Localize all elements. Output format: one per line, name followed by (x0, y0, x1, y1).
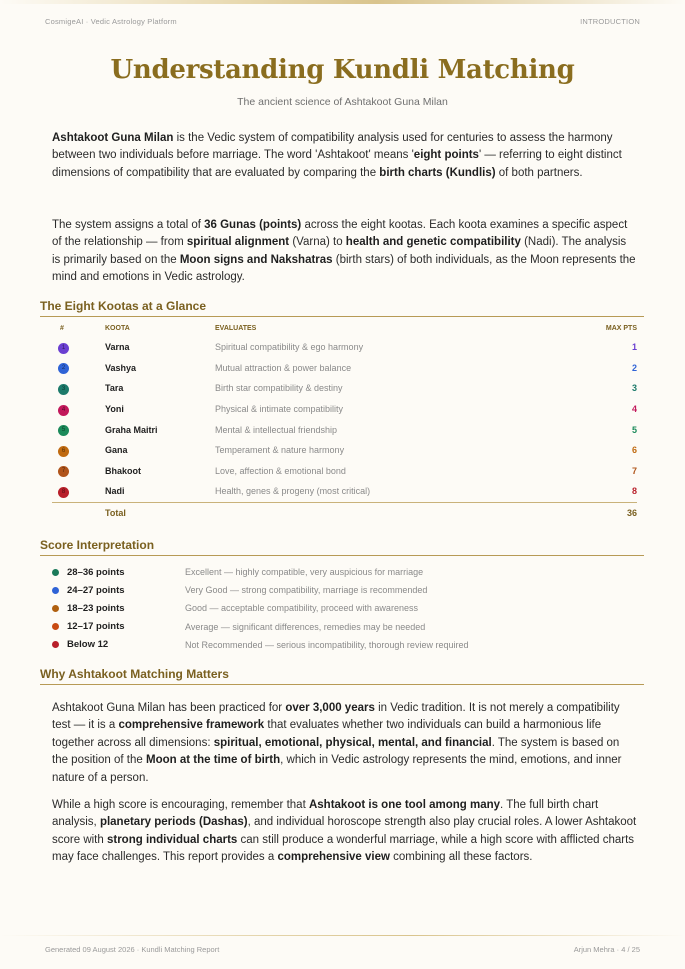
koota-max-pts: 8 (631, 486, 637, 497)
col-header-koota: KOOTA (105, 324, 130, 332)
koota-number-badge: 6 (58, 446, 69, 457)
koota-row (52, 481, 637, 502)
emphasis-text: over 3,000 years (285, 702, 375, 714)
emphasis-text: eight points (413, 149, 479, 162)
koota-row (52, 358, 637, 379)
score-row (52, 636, 637, 654)
kootas-table (52, 322, 637, 523)
total-label: Total (105, 502, 215, 523)
text-segment: . The system is based on the position of the (52, 736, 620, 767)
emphasis-text: birth charts (Kundlis) (379, 166, 496, 179)
score-row (52, 581, 637, 599)
why-paragraph-2 (52, 797, 637, 867)
score-dot-icon (52, 641, 59, 648)
section-title-score: Score Interpretation (40, 538, 644, 556)
top-accent-bar (0, 0, 685, 4)
score-dot-icon (52, 587, 59, 594)
page-header (45, 17, 640, 26)
section-title-kootas: The Eight Kootas at a Glance (40, 299, 644, 317)
text-segment: (Varna) to (289, 236, 346, 249)
koota-max-pts: 7 (631, 465, 637, 476)
koota-number-badge: 3 (58, 384, 69, 395)
emphasis-text: comprehensive framework (118, 719, 265, 732)
emphasis-text: health and genetic compatibility (345, 236, 521, 249)
koota-evaluates: Mutual attraction & power balance (215, 362, 352, 373)
score-range: 18–23 points (67, 602, 125, 614)
text-segment: across the eight kootas. Each koota examines a specific aspect of the relationship — from (52, 219, 628, 249)
text-segment: The system assigns a total of (52, 219, 205, 231)
koota-max-pts: 5 (631, 424, 637, 435)
koota-number-badge: 2 (58, 363, 69, 374)
koota-number-badge: 5 (58, 425, 69, 436)
koota-name: Vashya (105, 362, 137, 373)
footer-generated: Generated 09 August 2026 · Kundli Matching Report (45, 945, 220, 954)
emphasis-text: Moon at the time of birth (145, 754, 281, 767)
emphasis-text: strong individual charts (106, 833, 238, 846)
koota-name: Gana (105, 445, 128, 456)
text-segment: While a high score is encouraging, remember that (52, 799, 309, 811)
text-segment: can still produce a wonderful marriage, while a high score with afflicted charts may face challenges. This report provides a (52, 833, 635, 864)
page-footer (45, 945, 640, 954)
score-description: Average — significant differences, remedies may be needed (185, 621, 426, 632)
text-segment: in Vedic tradition. It is not merely a compatibility test — it is a (52, 702, 620, 732)
col-header-num: # (60, 324, 64, 332)
koota-row (52, 461, 637, 482)
koota-name: Graha Maitri (105, 424, 158, 435)
koota-name: Varna (105, 342, 130, 353)
koota-evaluates: Physical & intimate compatibility (215, 404, 344, 415)
col-header-evaluates: EVALUATES (215, 324, 257, 332)
koota-evaluates: Temperament & nature harmony (215, 445, 345, 456)
col-header-max-pts: MAX PTS (605, 324, 637, 332)
koota-number-badge: 7 (58, 466, 69, 477)
score-row (52, 563, 637, 581)
score-description: Very Good — strong compatibility, marriage is recommended (185, 585, 428, 596)
koota-evaluates: Mental & intellectual friendship (215, 424, 338, 435)
score-dot-icon (52, 605, 59, 612)
koota-number-badge: 4 (58, 405, 69, 416)
score-interpretation-list (52, 563, 637, 654)
koota-max-pts: 6 (631, 445, 637, 456)
koota-evaluates: Spiritual compatibility & ego harmony (215, 342, 364, 353)
koota-evaluates: Birth star compatibility & destiny (215, 383, 343, 394)
intro-paragraph-1 (52, 130, 637, 182)
text-segment: of both partners. (495, 166, 583, 179)
footer-page-info: Arjun Mehra · 4 / 25 (573, 945, 640, 954)
score-dot-icon (52, 623, 59, 630)
emphasis-text: Ashtakoot Guna Milan (52, 132, 174, 144)
emphasis-text: spiritual alignment (186, 236, 290, 249)
koota-number-badge: 1 (58, 343, 69, 354)
text-segment: that evaluates whether two individuals can build a harmonious life together across all dimensions: (52, 719, 602, 749)
why-paragraph-1 (52, 700, 637, 787)
score-range: 28–36 points (67, 566, 125, 578)
emphasis-text: 36 Gunas (points) (204, 219, 302, 231)
emphasis-text: comprehensive view (277, 851, 390, 864)
emphasis-text: Ashtakoot is one tool among many (308, 799, 501, 811)
koota-name: Bhakoot (105, 465, 141, 476)
text-segment: , which in Vedic astrology represents the mind, emotions, and inner nature of a person. (52, 754, 622, 784)
score-description: Not Recommended — serious incompatibility, thorough review required (185, 639, 469, 650)
koota-row (52, 378, 637, 399)
text-segment: Ashtakoot Guna Milan has been practiced for (52, 702, 286, 714)
text-segment: (Nadi). The analysis is primarily based on the (52, 236, 627, 266)
score-row (52, 618, 637, 636)
text-segment: (birth stars) of both individuals, as the Moon represents the mind and emotions in Vedic astrology. (52, 253, 636, 284)
text-segment: ' — referring to eight distinct dimensions of compatibility that are evaluated by comparing the (52, 149, 622, 179)
page-subtitle: The ancient science of Ashtakoot Guna Milan (237, 96, 448, 108)
koota-evaluates: Love, affection & emotional bond (215, 465, 346, 476)
kootas-table-header (52, 322, 637, 337)
text-segment: , and individual horoscope strength also play crucial roles. A lower Ashtakoot score with (52, 816, 637, 846)
koota-row (52, 419, 637, 440)
score-range: Below 12 (67, 639, 109, 651)
page-title: Understanding Kundli Matching (110, 55, 575, 85)
koota-max-pts: 3 (631, 383, 637, 394)
koota-evaluates: Health, genes & progeny (most critical) (215, 486, 371, 497)
intro-paragraph-2 (52, 217, 637, 287)
koota-max-pts: 4 (631, 404, 637, 415)
koota-row (52, 440, 637, 461)
total-value: 36 (566, 502, 637, 523)
koota-row (52, 399, 637, 420)
text-segment: is the Vedic system of compatibility analysis used for centuries to assess the harmony between two individuals before marriage. The word 'Ashtakoot' means ' (52, 132, 613, 162)
koota-name: Yoni (105, 404, 124, 415)
score-description: Good — acceptable compatibility, proceed with awareness (185, 603, 418, 614)
koota-number-badge: 8 (58, 487, 69, 498)
emphasis-text: Moon signs and Nakshatras (179, 253, 333, 266)
text-segment: . The full birth chart analysis, (52, 799, 599, 829)
koota-name: Tara (105, 383, 124, 394)
koota-max-pts: 2 (631, 362, 637, 373)
koota-max-pts: 1 (631, 342, 637, 353)
text-segment: combining all these factors. (389, 851, 533, 864)
koota-row (52, 337, 637, 358)
score-range: 12–17 points (67, 621, 125, 633)
emphasis-text: spiritual, emotional, physical, mental, and financial (213, 736, 492, 749)
header-section: INTRODUCTION (580, 17, 640, 26)
header-brand: CosmigeAI · Vedic Astrology Platform (45, 17, 177, 26)
score-row (52, 599, 637, 617)
emphasis-text: planetary periods (Dashas) (99, 816, 248, 829)
kootas-total-row (52, 502, 637, 523)
footer-divider (0, 935, 685, 936)
koota-name: Nadi (105, 486, 125, 497)
section-title-why: Why Ashtakoot Matching Matters (40, 667, 644, 685)
score-range: 24–27 points (67, 584, 125, 596)
score-dot-icon (52, 569, 59, 576)
score-description: Excellent — highly compatible, very auspicious for marriage (185, 567, 424, 578)
